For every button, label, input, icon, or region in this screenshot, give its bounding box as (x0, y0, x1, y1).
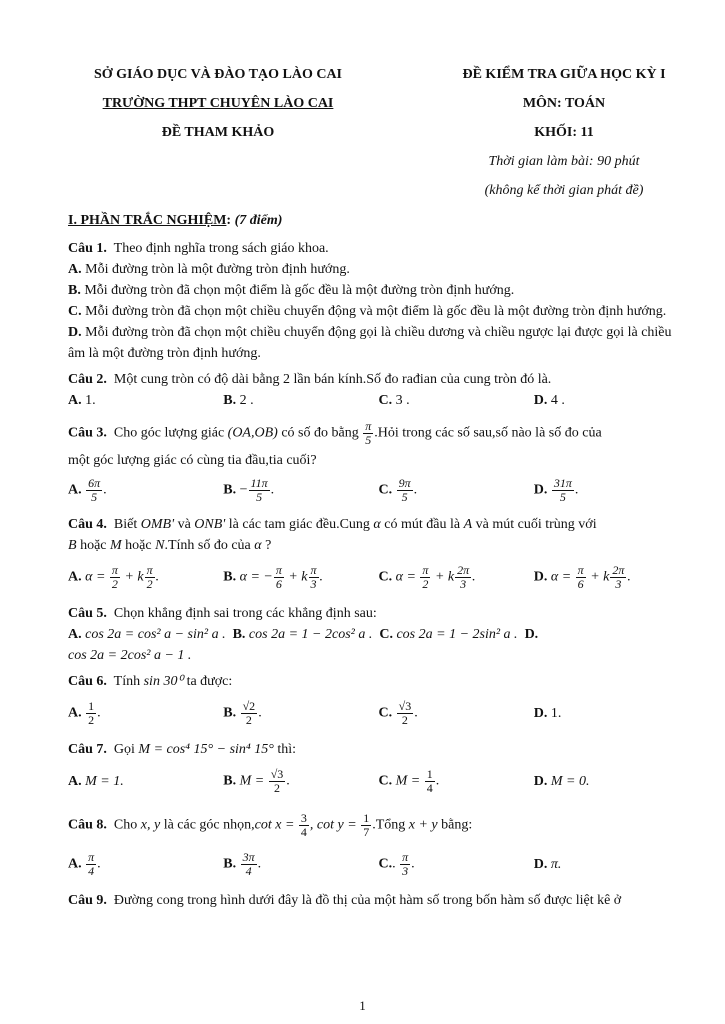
question-text: ta được: (186, 674, 233, 689)
point-m: M (110, 538, 122, 553)
options-row (68, 843, 689, 885)
numerator: π (402, 849, 409, 864)
fraction (86, 851, 96, 878)
denominator: 2 (245, 712, 252, 727)
question-text: Tính (113, 674, 141, 689)
numerator: √2 (242, 698, 256, 713)
option-text: 3 . (395, 393, 410, 408)
point-a: A (463, 517, 473, 532)
option-b: B. M = $\frac{√3}{2}$ . (223, 766, 290, 795)
option-letter: C. (378, 569, 393, 585)
question-2 (68, 369, 689, 411)
page-number: 1 (359, 998, 366, 1013)
option-letter: A. (68, 773, 82, 789)
question-label: Câu 6. (68, 674, 107, 689)
numerator: π (275, 562, 282, 577)
numerator: π (422, 562, 429, 577)
options-row (68, 692, 689, 734)
option-d-text: cos 2a = 2cos² a − 1 . (68, 648, 192, 663)
numerator: 31π (553, 475, 572, 490)
denominator: 5 (559, 489, 566, 504)
plus-k: + k (120, 569, 144, 585)
options-row (68, 760, 689, 802)
option-a (68, 259, 689, 280)
option-a-text: cos 2a = cos² a − sin² a . (85, 627, 226, 642)
lhs: M = (239, 773, 268, 789)
exam-header (68, 60, 689, 205)
fraction (86, 700, 96, 727)
question-9 (68, 890, 689, 911)
numerator: π (310, 562, 317, 577)
numerator: 2π (612, 562, 625, 577)
fraction (552, 477, 574, 504)
denominator: 2 (422, 576, 429, 591)
question-text: là các tam giác đều.Cung (228, 517, 370, 532)
question-text: Cho góc lượng giác (113, 425, 225, 441)
option-letter: B. (223, 856, 237, 872)
fraction (576, 564, 586, 591)
duration-note: (không kể thời gian phát đề) (484, 183, 644, 198)
question-text: Chọn khẳng định sai trong các khẳng định sau: (113, 606, 377, 621)
numerator: 2π (457, 562, 470, 577)
question-text: và (177, 517, 191, 532)
option-letter: C. (378, 393, 393, 408)
subject: MÔN: TOÁN (522, 96, 606, 111)
option-b (223, 390, 378, 411)
point-b: B (68, 538, 77, 553)
fraction (274, 564, 284, 591)
fraction (145, 564, 155, 591)
option-c: C. M = $\frac{1}{4}$ . (378, 766, 440, 795)
option-letter: D. (533, 856, 548, 872)
question-label: Câu 8. (68, 817, 107, 833)
question-label: Câu 3. (68, 425, 107, 441)
department-name: SỞ GIÁO DỤC VÀ ĐÀO TẠO LÀO CAI (93, 67, 342, 82)
header-right (439, 60, 689, 205)
question-label: Câu 4. (68, 517, 107, 532)
question-4 (68, 514, 689, 598)
fraction (269, 768, 286, 795)
option-text: 4 . (550, 393, 565, 408)
denominator: 2 (274, 780, 280, 795)
option-letter: A. (68, 627, 82, 642)
option-letter: A. (68, 705, 82, 721)
section-heading (68, 209, 689, 233)
question-text: Đường cong trong hình dưới đây là đồ thị của một hàm số trong bốn hàm số được liệt kê ở (113, 893, 622, 908)
question-text: có mút đầu là (384, 517, 461, 532)
denominator: 5 (91, 489, 98, 504)
numerator: 11π (250, 475, 268, 490)
lhs: α = (395, 569, 420, 585)
question-text: Một cung tròn có độ dài bằng 2 lần bán kính.Số đo rađian của cung tròn đó là. (113, 372, 552, 387)
variables: x, y (140, 817, 161, 833)
numerator: 3π (242, 849, 255, 864)
reference-label: ĐỀ THAM KHẢO (161, 125, 275, 140)
option-letter: D. (533, 482, 548, 498)
exam-duration: Thời gian làm bài: 90 phút (488, 154, 640, 169)
exam-title: ĐỀ KIỂM TRA GIỮA HỌC KỲ I (462, 67, 666, 82)
numerator: √3 (270, 766, 284, 781)
denominator: 5 (256, 489, 263, 504)
option-letter: D. (524, 627, 539, 642)
option-a (68, 771, 223, 792)
cot-x: cot x = (254, 817, 298, 833)
option-letter: C. (378, 482, 393, 498)
option-text: Mỗi đường tròn đã chọn một chiều chuyển động và một điểm là gốc đều là một đường tròn định hướng. (85, 304, 667, 319)
options-row (68, 471, 689, 509)
option-a: A. $\frac{1}{2}$ . (68, 698, 101, 727)
angle-expression: (OA,OB) (227, 425, 278, 441)
question-text: hoặc (80, 538, 107, 553)
alpha-symbol: α (254, 538, 262, 553)
numerator: π (146, 562, 153, 577)
numerator: 1 (426, 766, 433, 781)
denominator: 4 (88, 863, 95, 878)
question-text: ? (265, 538, 272, 553)
option-letter: B. (223, 482, 237, 498)
question-label: Câu 5. (68, 606, 107, 621)
question-text: .Hỏi trong các số sau,số nào là số đo của (374, 425, 602, 441)
question-8 (68, 807, 689, 885)
denominator: 4 (245, 863, 252, 878)
option-b: B. − $\frac{11\pi}{5}$ . (223, 475, 275, 504)
option-letter: B. (223, 773, 237, 789)
question-text: .Tổng (372, 817, 406, 833)
option-letter: C. (378, 773, 393, 789)
numerator: 3 (300, 810, 307, 825)
plus-k: + k (586, 569, 610, 585)
denominator: 2 (401, 712, 408, 727)
triangle-omb: OMB' (140, 517, 175, 532)
option-letter: D. (533, 705, 548, 721)
option-letter: A. (68, 856, 82, 872)
alpha-symbol: α (373, 517, 381, 532)
numerator: 1 (88, 698, 95, 713)
denominator: 6 (577, 576, 584, 591)
option-letter: D. (68, 325, 82, 340)
option-text: Mỗi đường tròn là một đường tròn định hướng. (85, 262, 350, 277)
question-text: thì: (277, 742, 297, 757)
option-c: C. $\frac{√3}{2}$ . (378, 698, 418, 727)
option-letter: D. (533, 773, 548, 789)
lhs: α = − (239, 569, 273, 585)
question-1 (68, 238, 689, 364)
option-letter: B. (223, 569, 237, 585)
question-text: bằng: (441, 817, 473, 833)
section-title: I. PHẦN TRẮC NGHIỆM (68, 213, 227, 228)
lhs: α = (550, 569, 575, 585)
question-text: .Tính số đo của (164, 538, 251, 553)
option-c-text: cos 2a = 1 − 2sin² a . (396, 627, 518, 642)
numerator: π (577, 562, 584, 577)
question-text: Cho (113, 817, 138, 833)
options-row (68, 624, 689, 645)
option-d (534, 771, 689, 792)
option-b-text: cos 2a = 1 − 2cos² a . (248, 627, 373, 642)
question-text: là các góc nhọn, (163, 817, 255, 833)
header-left (68, 60, 368, 205)
numerator: π (88, 849, 95, 864)
denominator: 6 (275, 576, 282, 591)
option-d (534, 390, 689, 411)
section-sep: : (226, 213, 235, 228)
fraction (400, 851, 410, 878)
plus-k: + k (431, 569, 455, 585)
numerator: π (365, 418, 372, 433)
option-text: Mỗi đường tròn đã chọn một điểm là gốc đều là một đường tròn định hướng. (84, 283, 515, 298)
option-b: B. α = − $\frac{\pi}{6}$ + k $\frac{\pi}{3}$ . (223, 562, 324, 591)
numerator: 6π (88, 475, 101, 490)
option-c: C. α = $\frac{\pi}{2}$ + k $\frac{2\pi}{3}$ . (378, 562, 476, 591)
option-letter: B. (68, 283, 81, 298)
option-letter: C. (378, 856, 393, 872)
option-d: D. $\frac{31\pi}{5}$ . (533, 475, 579, 504)
option-letter: B. (223, 705, 237, 721)
question-6 (68, 671, 689, 734)
option-c (379, 390, 534, 411)
given-fraction (363, 420, 373, 447)
fraction (425, 768, 435, 795)
denominator: 3 (310, 576, 317, 591)
option-a: A. $\frac{6\pi}{5}$ . (68, 475, 107, 504)
denominator: 7 (363, 824, 370, 839)
denominator: 5 (365, 432, 372, 447)
fraction (86, 477, 102, 504)
option-letter: A. (68, 393, 82, 408)
option-d (68, 322, 689, 364)
fraction (241, 851, 257, 878)
fraction (241, 700, 258, 727)
cot-y: , cot y = (309, 817, 361, 833)
option-text: M = 0. (550, 773, 590, 789)
sum-expression: x + y (408, 817, 438, 833)
option-text: π. (550, 856, 562, 872)
option-letter: A. (68, 262, 82, 277)
option-b: B. $\frac{√2}{2}$ . (223, 698, 262, 727)
option-text: M = 1. (85, 773, 124, 789)
option-letter: B. (232, 627, 246, 642)
plus-k: + k (284, 569, 308, 585)
option-letter: C. (378, 705, 393, 721)
minus-sign: − (239, 482, 248, 498)
question-text: hoặc (125, 538, 152, 553)
question-text: Biết (113, 517, 138, 532)
denominator: 3 (460, 576, 467, 591)
option-letter: A. (68, 569, 82, 585)
option-b: B. $\frac{3\pi}{4}$ . (223, 849, 262, 878)
denominator: 4 (300, 824, 307, 839)
fraction (397, 477, 413, 504)
question-5 (68, 603, 689, 666)
point-n: N (155, 538, 165, 553)
question-label: Câu 9. (68, 893, 107, 908)
options-row (68, 390, 689, 411)
question-label: Câu 7. (68, 742, 107, 757)
question-text: có số đo bằng (281, 425, 359, 441)
option-c (68, 301, 689, 322)
section-points: (7 điểm) (234, 213, 283, 228)
fraction (420, 564, 430, 591)
grade: KHỐI: 11 (534, 125, 594, 140)
numerator: π (111, 562, 118, 577)
expression: M = cos⁴ 15° − sin⁴ 15° (138, 742, 274, 757)
triangle-onb: ONB' (194, 517, 226, 532)
option-d (534, 703, 689, 724)
fraction (455, 564, 471, 591)
denominator: 3 (615, 576, 622, 591)
question-7 (68, 739, 689, 802)
option-letter: B. (223, 393, 237, 408)
question-3 (68, 416, 689, 509)
option-letter: A. (68, 482, 82, 498)
numerator: √3 (398, 698, 412, 713)
option-letter: D. (533, 393, 548, 408)
option-a (68, 390, 223, 411)
option-letter: C. (68, 304, 82, 319)
fraction (309, 564, 319, 591)
denominator: 3 (402, 863, 409, 878)
numerator: 9π (398, 475, 411, 490)
option-letter: D. (533, 569, 548, 585)
question-text: một góc lượng giác có cùng tia đầu,tia cuối? (68, 453, 317, 468)
option-b (68, 280, 689, 301)
option-letter: C. (379, 627, 393, 642)
question-label: Câu 2. (68, 372, 107, 387)
denominator: 2 (111, 576, 118, 591)
fraction (299, 812, 309, 839)
fraction (110, 564, 120, 591)
option-text: 2 . (239, 393, 254, 408)
fraction (610, 564, 626, 591)
option-a: A. α = $\frac{\pi}{2}$ + k $\frac{\pi}{2}$ . (68, 562, 160, 591)
option-c: C.. $\frac{\pi}{3}$ . (378, 849, 415, 878)
question-label: Câu 1. (68, 241, 107, 256)
question-text: và mút cuối trùng với (475, 517, 597, 532)
option-text: Mỗi đường tròn đã chọn một chiều chuyển động gọi là chiều dương và chiều ngược lại được gọi là chiều âm là một đường tròn định hướng. (68, 325, 672, 361)
option-a: A. $\frac{\pi}{4}$ . (68, 849, 101, 878)
denominator: 5 (401, 489, 408, 504)
fraction (397, 700, 414, 727)
options-row (68, 556, 689, 598)
option-c: C. $\frac{9\pi}{5}$ . (378, 475, 418, 504)
fraction (249, 477, 270, 504)
question-text: Gọi (113, 742, 135, 757)
option-d: D. α = $\frac{\pi}{6}$ + k $\frac{2\pi}{3}$ . (533, 562, 631, 591)
fraction (361, 812, 371, 839)
option-text: 1. (85, 393, 96, 408)
option-text: 1. (550, 705, 562, 721)
denominator: 2 (146, 576, 153, 591)
option-prefix: . (392, 856, 400, 872)
question-text: Theo định nghĩa trong sách giáo khoa. (113, 241, 329, 256)
lhs: α = (85, 569, 109, 585)
denominator: 4 (426, 780, 433, 795)
numerator: 1 (363, 810, 370, 825)
option-d (534, 854, 689, 875)
school-name: TRƯỜNG THPT CHUYÊN LÀO CAI (102, 96, 334, 111)
lhs: M = (395, 773, 424, 789)
expression: sin 30⁰ (143, 674, 184, 689)
denominator: 2 (88, 712, 95, 727)
